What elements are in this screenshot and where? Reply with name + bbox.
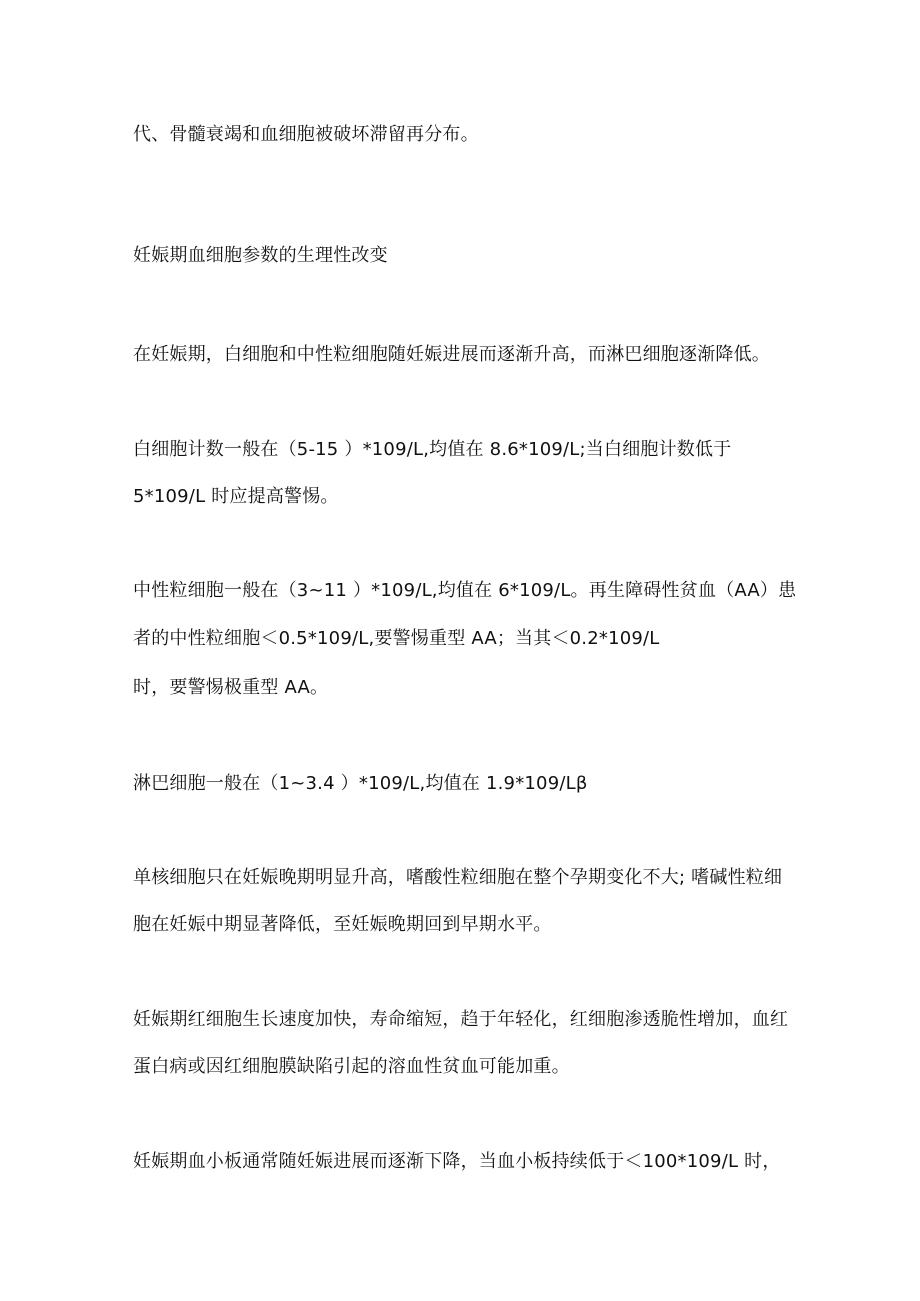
- text-line: 妊娠期红细胞生长速度加快，寿命缩短，趋于年轻化，红细胞渗透脆性增加，血红: [133, 1009, 789, 1030]
- text-line: 代、骨髓衰竭和血细胞被破坏滞留再分布。: [133, 124, 479, 145]
- text-line: 胞在妊娠中期显著降低，至妊娠晚期回到早期水平。: [133, 914, 552, 935]
- text-line: 淋巴细胞一般在（1~3.4 ）*109/L,均值在 1.9*109/Lβ: [133, 773, 588, 794]
- text-line: 在妊娠期，白细胞和中性粒细胞随妊娠进展而逐渐升高，而淋巴细胞逐渐降低。: [133, 344, 770, 365]
- text-line: 蛋白病或因红细胞膜缺陷引起的溶血性贫血可能加重。: [133, 1056, 570, 1077]
- section-heading: 妊娠期血细胞参数的生理性改变: [133, 245, 388, 266]
- text-line: 白细胞计数一般在（5-15 ）*109/L,均值在 8.6*109/L;当白细胞计数低于: [133, 439, 732, 460]
- text-line: 中性粒细胞一般在（3~11 ）*109/L,均值在 6*109/L。再生障碍性贫血（AA）患: [133, 580, 797, 601]
- text-line: 者的中性粒细胞＜0.5*109/L,要警惕重型 AA；当其＜0.2*109/L: [133, 628, 660, 649]
- text-line: 妊娠期血小板通常随妊娠进展而逐渐下降，当血小板持续低于＜100*109/L 时，: [133, 1151, 781, 1172]
- text-line: 时，要警惕极重型 AA。: [133, 677, 329, 698]
- text-line: 5*109/L 时应提高警惕。: [133, 486, 339, 507]
- text-line: 单核细胞只在妊娠晚期明显升高，嗜酸性粒细胞在整个孕期变化不大; 嗜碱性粒细: [133, 867, 783, 888]
